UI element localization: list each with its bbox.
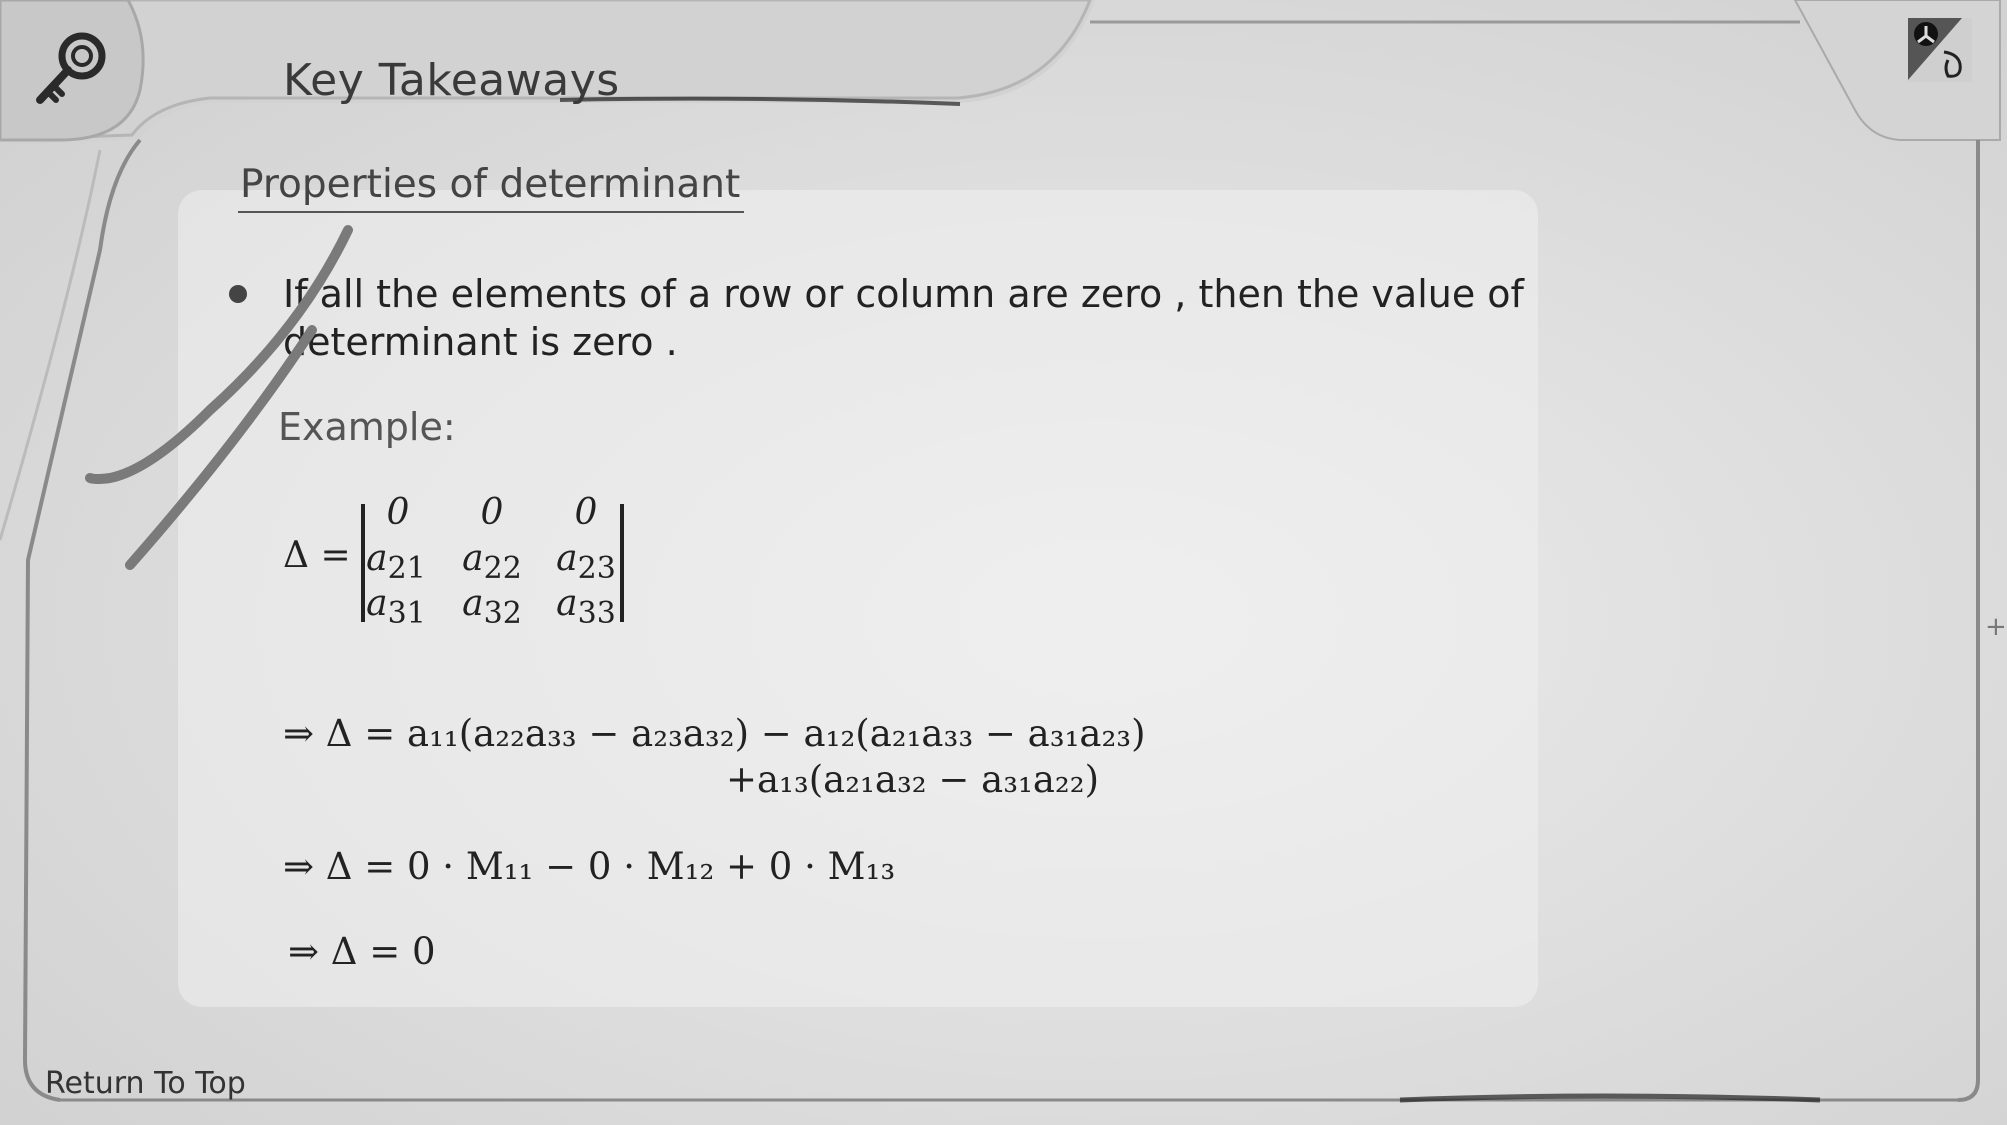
matrix-cell: $a_{23}$ xyxy=(556,538,616,587)
section-title: Properties of determinant xyxy=(238,162,744,213)
example-label: Example: xyxy=(278,405,456,449)
result-line: ⇒ Δ = 0 xyxy=(288,930,436,973)
side-plus-mark: + xyxy=(1985,612,2007,642)
matrix-cell: $a_{33}$ xyxy=(556,583,616,632)
matrix-cell: $a_{21}$ xyxy=(366,538,426,587)
delta-lhs: Δ = xyxy=(283,535,351,576)
return-to-top-link[interactable]: Return To Top xyxy=(45,1066,246,1101)
matrix-cell: 0 xyxy=(480,492,504,533)
matrix-cell: $a_{32}$ xyxy=(462,583,522,632)
bullet-text: If all the elements of a row or column are zero , then the value of determinant is zero . xyxy=(283,272,1524,364)
expansion-line-1: ⇒ Δ = a₁₁(a₂₂a₃₃ − a₂₃a₃₂) − a₁₂(a₂₁a₃₃ − a₃₁a₂₃) xyxy=(283,712,1146,755)
matrix-cell: $a_{31}$ xyxy=(366,583,426,632)
expansion-line-2: +a₁₃(a₂₁a₃₂ − a₃₁a₂₂) xyxy=(726,758,1100,801)
matrix-cell: $a_{22}$ xyxy=(462,538,522,587)
matrix-cell: 0 xyxy=(386,492,410,533)
matrix-cell: 0 xyxy=(574,492,598,533)
app-title: Key Takeaways xyxy=(283,55,620,107)
expansion-line-3: ⇒ Δ = 0 · M₁₁ − 0 · M₁₂ + 0 · M₁₃ xyxy=(283,845,896,888)
